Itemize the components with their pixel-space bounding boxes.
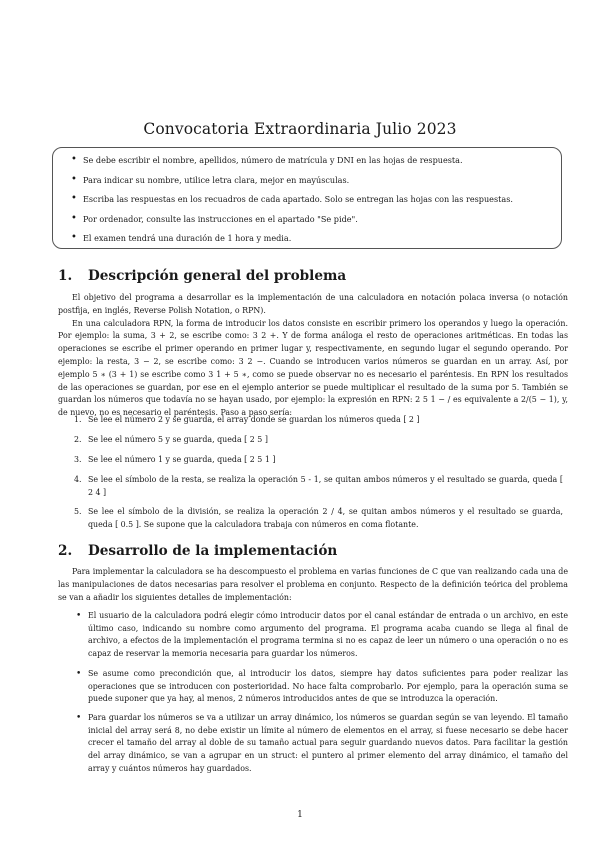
- section-1-heading: [58, 268, 346, 284]
- instruction-item: • Para indicar su nombre, utilice letra clara, mejor en mayúsculas.: [53, 174, 561, 194]
- step-number: 4.: [74, 475, 82, 484]
- instructions-box: [52, 147, 562, 249]
- section-title: Desarrollo de la implementación: [88, 543, 338, 559]
- page-number: 1: [297, 810, 303, 820]
- instruction-item: • Escriba las respuestas en los recuadros de cada apartado. Solo se entregan las hojas con las respuestas.: [53, 193, 561, 213]
- section-title: Descripción general del problema: [88, 268, 347, 284]
- step-text: Se lee el número 1 y se guarda, queda [ 2 5 1 ]: [88, 455, 276, 464]
- step-text: Se lee el símbolo de la división, se realiza la operación 2 / 4, se quitan ambos números y el resultado se guarda, queda [ 0.5 ]. Se supone que la calculadora trabaja con números en coma flotante.: [88, 507, 563, 529]
- instruction-item: • El examen tendrá una duración de 1 hora y media.: [53, 232, 561, 252]
- step-number: 5.: [74, 507, 82, 516]
- step-number: 2.: [74, 435, 82, 444]
- step-number: 1.: [74, 415, 82, 424]
- section-2-intro: [58, 566, 568, 604]
- bullet-icon: •: [76, 713, 82, 723]
- bullet-text: El usuario de la calculadora podrá elegir cómo introducir datos por el canal estándar de entrada o un archivo, en este último caso, indicando su nombre como argumento del programa. El programa acaba cuando se llega al final de archivo, a efectos de la implementación el programa termina si no es capaz de leer un número o una operación o no es capaz de reservar la memoria necesaria para guardar los números.: [88, 611, 568, 659]
- step-text: Se lee el número 2 y se guarda, el array donde se guardan los números queda [ 2 ]: [88, 415, 420, 424]
- section-number: 2.: [58, 543, 73, 559]
- step-number: 3.: [74, 455, 82, 464]
- bullet-text: Para guardar los números se va a utilizar un array dinámico, los números se guardan según se van leyendo. El tamaño inicial del array será 8, no debe existir un límite al número de elementos en el array, si fuese necesario se debe hacer crecer el tamaño del array al doble de su tamaño actual para seguir guardando nuevos datos. Para facilitar la gestión del array dinámico, se van a agrupar en un struct: el puntero al primer elemento del array dinámico, el tamaño del array y cuántos números hay guardados.: [88, 713, 568, 773]
- bullet-icon: •: [76, 611, 82, 621]
- bullet-text: Se asume como precondición que, al introducir los datos, siempre hay datos suficientes para poder realizar las operaciones que se introducen con posterioridad. No hace falta comprobarlo. Por ejemplo, para la operación suma se puede suponer que ya hay, al menos, 2 números introducidos antes de que se introduzca la operación.: [88, 669, 568, 704]
- paragraph: En una calculadora RPN, la forma de introducir los datos consiste en escribir primero los operandos y luego la operación. Por ejemplo: la suma, 3 + 2, se escribe como: 3 2 +. Y de forma análoga el resto de operaciones aritméticas. En todas las operaciones se escribe el primer operando en primer lugar y, respectivamente, en segundo lugar el segundo operando. Por ejemplo: la resta, 3 − 2, se escribe como: 3 2 −. Cuando se introducen varios números se guardan en un array. Así, por ejemplo 5 ∗ (3 + 1) se escribe como 3 1 + 5 ∗, como se puede observar no es necesario el paréntesis. En RPN los resultados de las operaciones se guardan, por ese en el ejemplo anterior se puede multiplicar el resultado de la suma por 5. También se guardan los números que todavía no se hayan usado, por ejemplo: la expresión en RPN: 2 5 1 − / es equivalente a 2/(5 − 1), y, de nuevo, no es necesario el paréntesis. Paso a paso sería:: [58, 318, 568, 418]
- paragraph: El objetivo del programa a desarrollar es la implementación de una calculadora en notación polaca inversa (o notación postfija, en inglés, Reverse Polish Notation, o RPN).: [58, 293, 568, 315]
- instruction-item: • Se debe escribir el nombre, apellidos, número de matrícula y DNI en las hojas de respuesta.: [53, 154, 561, 174]
- bullet-icon: •: [76, 669, 82, 679]
- step-text: Se lee el símbolo de la resta, se realiza la operación 5 - 1, se quitan ambos números y el resultado se guarda, queda [ 2 4 ]: [88, 475, 563, 497]
- section-1-body: [58, 292, 568, 420]
- section-2-heading: [58, 543, 337, 559]
- step-text: Se lee el número 5 y se guarda, queda [ 2 5 ]: [88, 435, 268, 444]
- paragraph: Para implementar la calculadora se ha descompuesto el problema en varias funciones de C que van realizando cada una de las manipulaciones de datos necesarias para resolver el problema en conjunto. Respecto de la definición teórica del problema se van a añadir los siguientes detalles de implementación:: [58, 567, 568, 602]
- instruction-item: • Por ordenador, consulte las instrucciones en el apartado "Se pide".: [53, 213, 561, 233]
- section-number: 1.: [58, 268, 73, 284]
- page-title: Convocatoria Extraordinaria Julio 2023: [143, 120, 457, 138]
